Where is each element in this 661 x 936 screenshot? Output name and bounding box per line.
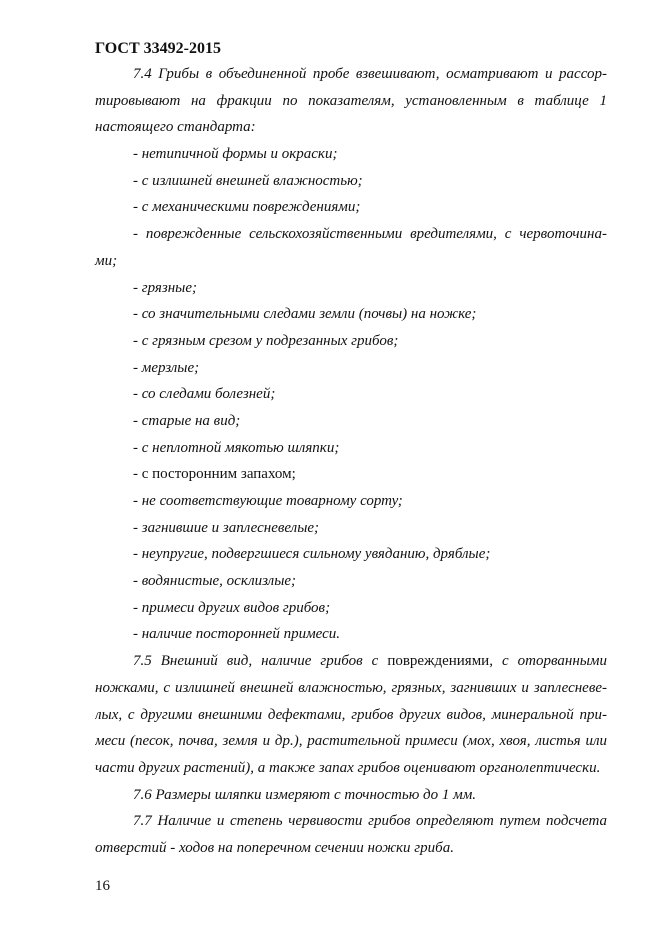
list-item: - не соответствующие товарному сорту;	[133, 493, 403, 509]
list-item: - с излишней внешней влажностью;	[133, 172, 363, 189]
paragraph-7-5-line: ножками, с излишней внешней влажностью, грязных, загнивших и заплесневе-	[95, 679, 607, 696]
page-body	[95, 61, 607, 862]
list-item: - со следами болезней;	[133, 386, 276, 403]
paragraph-7-5-line: лых, с другими внешними дефектами, грибов других видов, минеральной при-	[95, 706, 607, 723]
list-item: - с грязным срезом у подрезанных грибов;	[133, 332, 399, 349]
list-item: - с посторонним запахом;	[133, 466, 296, 483]
paragraph-7-5-line	[95, 648, 607, 675]
list-item: - поврежденные сельскохозяйственными вредителями, с червоточина-	[133, 226, 607, 243]
text-run: 7.5 Внешний вид, наличие грибов с	[133, 653, 388, 670]
text-run-upright: повреждениями,	[387, 653, 493, 670]
list-item-continuation: ми;	[95, 252, 118, 269]
list-item: - наличие посторонней примеси.	[133, 626, 341, 643]
list-item: - со значительными следами земли (почвы) на ножке;	[133, 306, 477, 323]
list-item: - примеси других видов грибов;	[133, 599, 331, 616]
list-item: - водянистые, осклизлые;	[133, 573, 297, 590]
paragraph-7-5-line: части других растений), а также запах грибов оценивают органолептически.	[95, 759, 601, 776]
paragraph-7-7-line: отверстий - ходов на поперечном сечении ножки гриба.	[95, 839, 454, 856]
paragraph-7-6: 7.6 Размеры шляпки измеряют с точностью до 1 мм.	[133, 786, 477, 803]
document-header: ГОСТ 33492-2015	[95, 40, 221, 57]
list-item: - загнившие и заплесневелые;	[133, 519, 320, 536]
list-item: - старые на вид;	[133, 412, 241, 429]
paragraph-7-4-line: настоящего стандарта:	[95, 119, 256, 136]
paragraph-7-4-line: 7.4 Грибы в объединенной пробе взвешивают, осматривают и рассор-	[133, 66, 607, 82]
list-item: - грязные;	[133, 279, 197, 296]
list-item: - с неплотной мякотью шляпки;	[133, 439, 340, 456]
paragraph-7-4-line: тировывают на фракции по показателям, установленным в таблице 1	[95, 92, 607, 109]
text-run: с оторванными	[492, 653, 607, 670]
list-item: - с механическими повреждениями;	[133, 199, 361, 216]
page-number: 16	[95, 878, 110, 894]
paragraph-7-7-line: 7.7 Наличие и степень червивости грибов определяют путем подсчета	[133, 813, 607, 830]
list-item: - нетипичной формы и окраски;	[133, 146, 338, 163]
list-item: - неупругие, подвергшиеся сильному увяданию, дряблые;	[133, 546, 491, 563]
paragraph-7-5-line: меси (песок, почва, земля и др.), растительной примеси (мох, хвоя, листья или	[95, 733, 607, 750]
list-item: - мерзлые;	[133, 359, 200, 376]
